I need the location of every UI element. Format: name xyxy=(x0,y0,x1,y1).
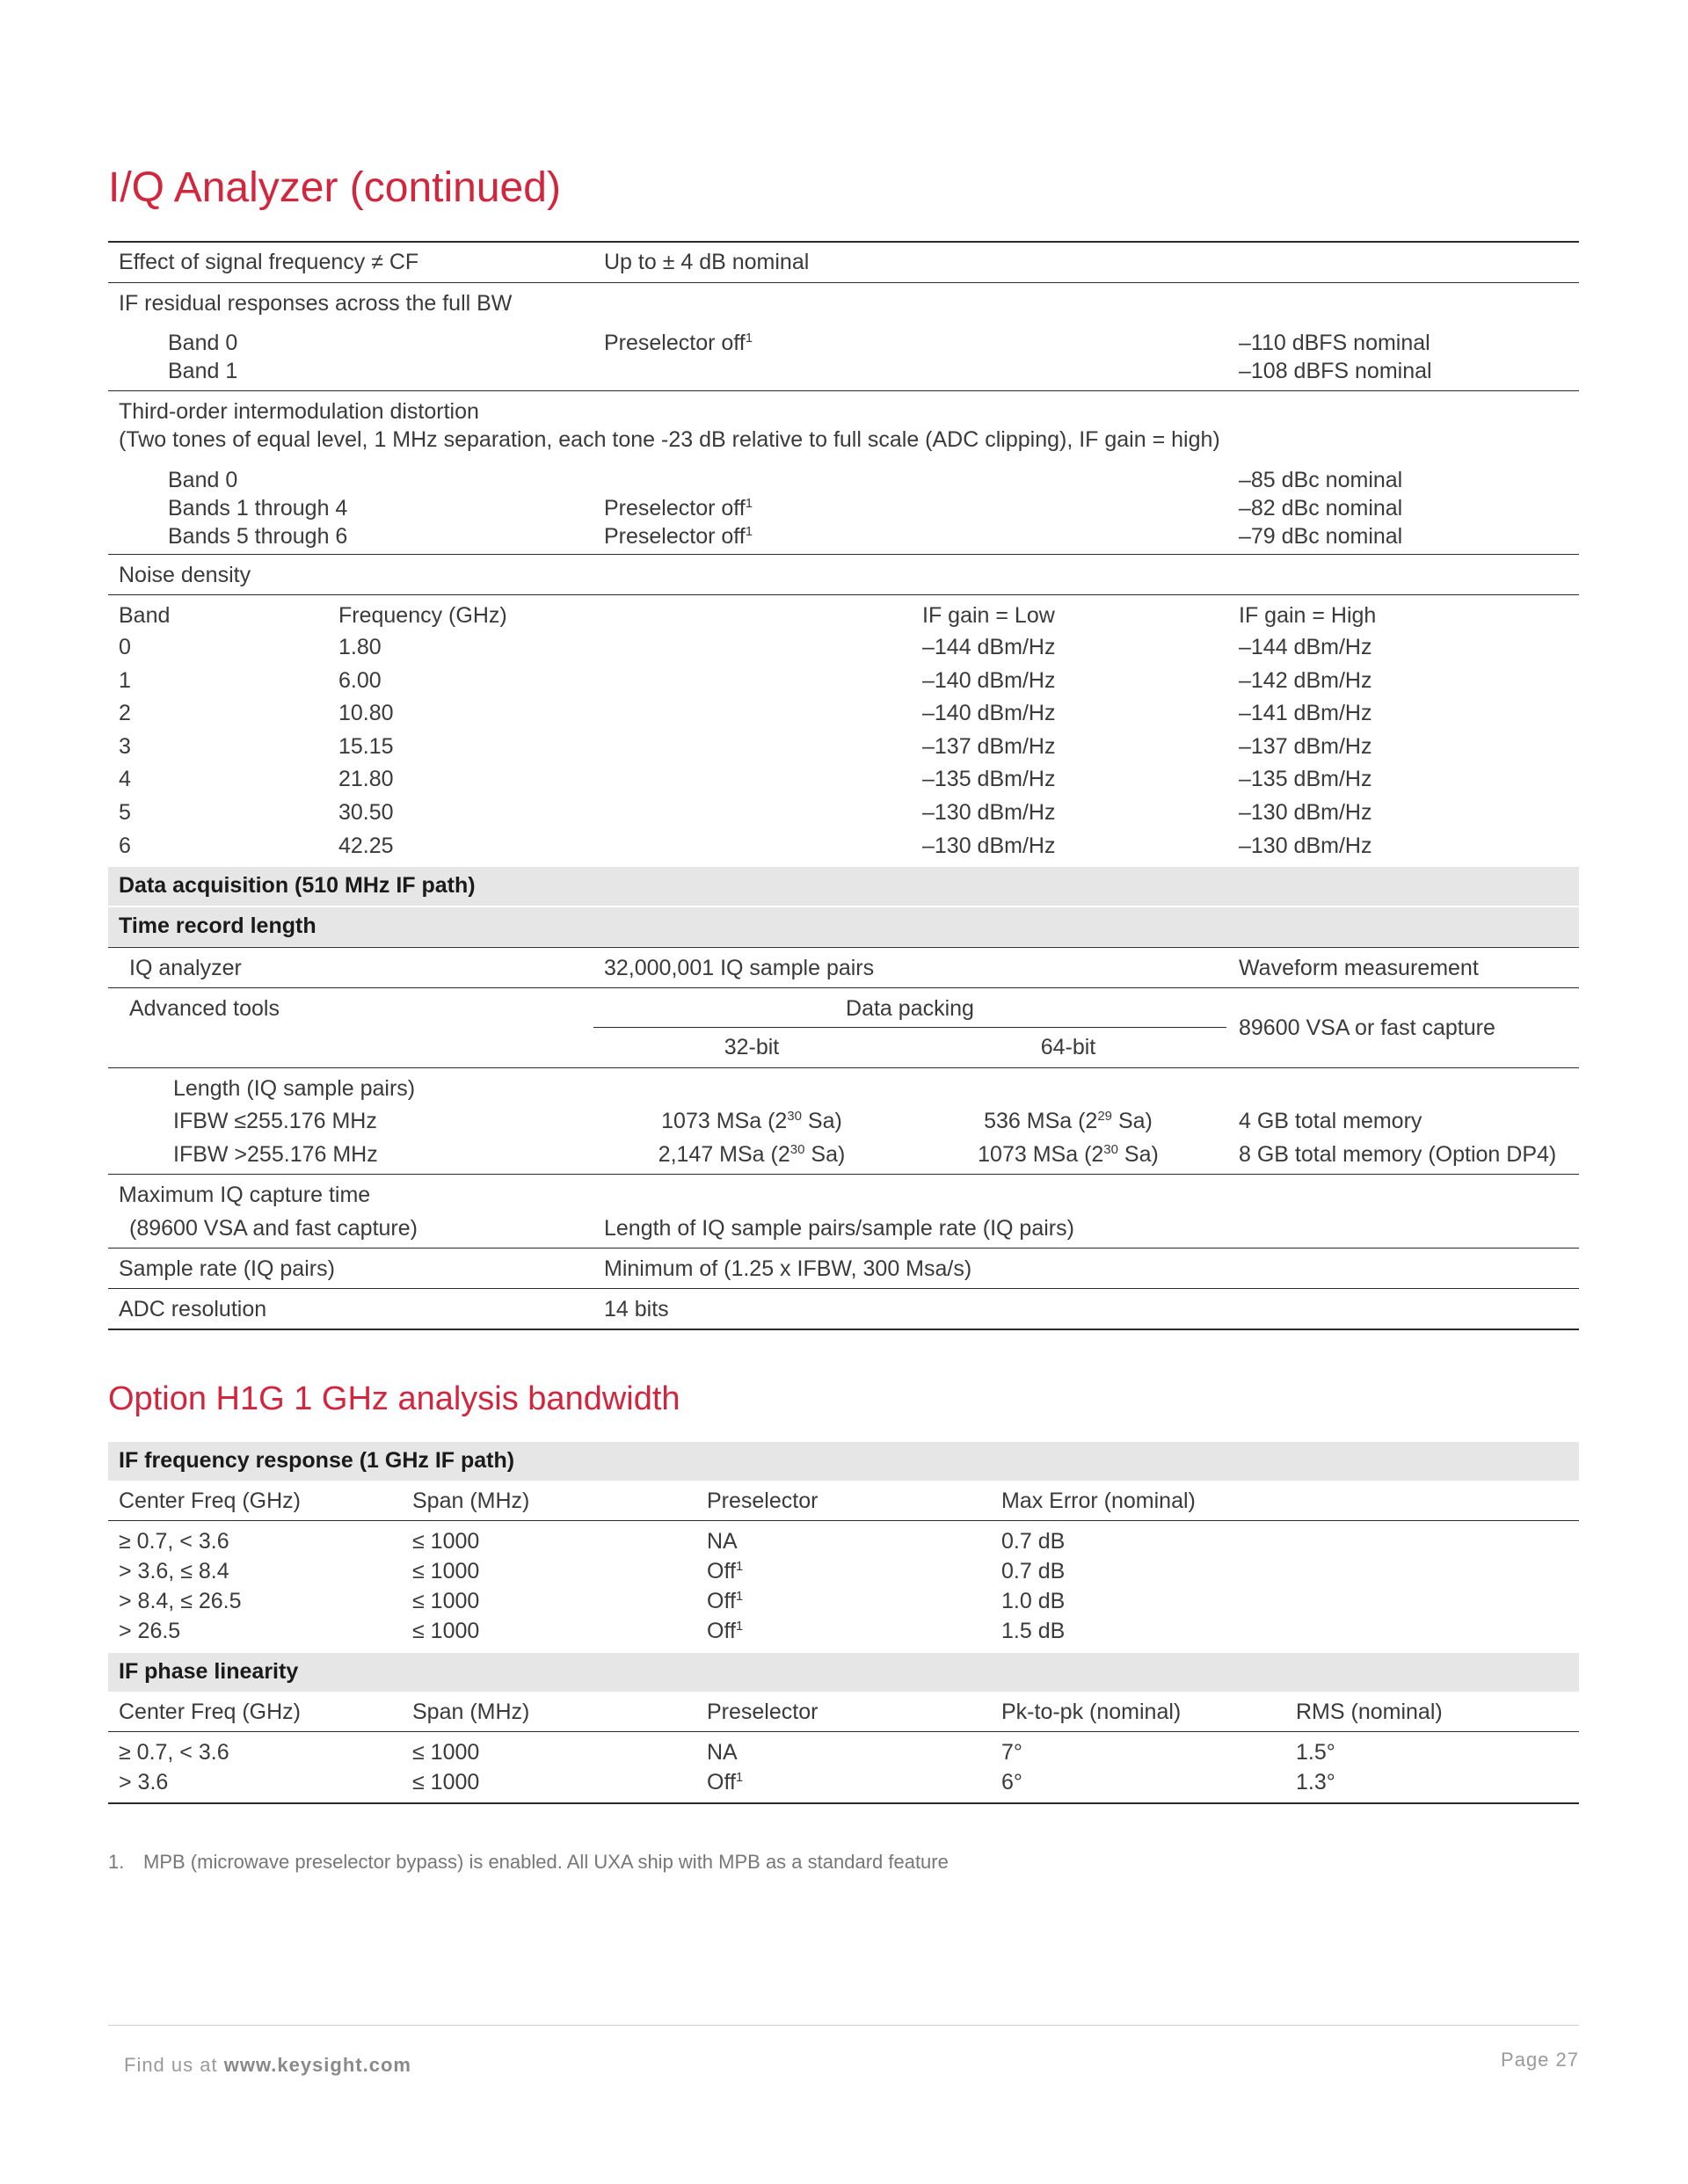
toi-condition: Preselector off$^1$ xyxy=(604,524,753,549)
table-bottom-rule xyxy=(108,1802,1579,1804)
toi-value: –85 dBc nominal xyxy=(1239,468,1403,492)
fr-header-err: Max Error (nominal) xyxy=(1001,1489,1196,1513)
max-capture-value: Length of IQ sample pairs/sample rate (IQ pairs) xyxy=(604,1216,1074,1241)
ph-rms: 1.3° xyxy=(1296,1770,1335,1795)
option-title: Option H1G 1 GHz analysis bandwidth xyxy=(108,1380,680,1417)
noise-band: 2 xyxy=(119,701,131,726)
length-memory: 4 GB total memory xyxy=(1239,1109,1422,1133)
max-capture-label: Maximum IQ capture time xyxy=(119,1183,371,1207)
fr-span: ≤ 1000 xyxy=(412,1619,480,1643)
row-rule xyxy=(108,594,1579,595)
toi-condition: Preselector off$^1$ xyxy=(604,496,753,521)
fr-max-error: 1.0 dB xyxy=(1001,1589,1066,1613)
bit32-header: 32-bit xyxy=(724,1035,780,1059)
ph-rms: 1.5° xyxy=(1296,1740,1335,1765)
if-residual-condition: Preselector off$^1$ xyxy=(604,331,753,355)
ph-span: ≤ 1000 xyxy=(412,1770,480,1795)
fr-span: ≤ 1000 xyxy=(412,1529,480,1554)
length-ifbw: IFBW >255.176 MHz xyxy=(173,1142,378,1167)
noise-band: 4 xyxy=(119,767,131,792)
fr-header-cf: Center Freq (GHz) xyxy=(119,1489,301,1513)
noise-if-high: –142 dBm/Hz xyxy=(1239,667,1372,693)
ph-header-presel: Preselector xyxy=(707,1700,819,1724)
length-label: Length (IQ sample pairs) xyxy=(173,1076,416,1101)
if-residual-band0: Band 0 xyxy=(168,331,238,355)
advanced-tools-label: Advanced tools xyxy=(129,996,280,1021)
ph-header-span: Span (MHz) xyxy=(412,1700,530,1724)
fr-span: ≤ 1000 xyxy=(412,1559,480,1583)
page-title: I/Q Analyzer (continued) xyxy=(108,164,561,211)
length-memory: 8 GB total memory (Option DP4) xyxy=(1239,1142,1557,1167)
ph-span: ≤ 1000 xyxy=(412,1740,480,1765)
noise-freq: 15.15 xyxy=(338,733,394,759)
if-residual-label: IF residual responses across the full BW xyxy=(119,291,513,316)
section-band xyxy=(108,907,1579,946)
trl-heading: Time record length xyxy=(119,914,316,938)
iq-analyzer-label: IQ analyzer xyxy=(129,956,242,980)
length-32bit: 1073 MSa ($2^{30}$ Sa) xyxy=(661,1109,842,1133)
noise-band: 1 xyxy=(119,667,131,693)
fr-preselector: Off$^1$ xyxy=(707,1589,744,1613)
noise-header-high: IF gain = High xyxy=(1239,603,1377,628)
length-64bit: 1073 MSa ($2^{30}$ Sa) xyxy=(978,1142,1159,1167)
fr-max-error: 1.5 dB xyxy=(1001,1619,1066,1643)
waveform-measurement: Waveform measurement xyxy=(1239,956,1479,980)
noise-freq: 21.80 xyxy=(338,767,394,792)
footnote-text: MPB (microwave preselector bypass) is enabled. All UXA ship with MPB as a standard feature xyxy=(143,1851,949,1873)
row-rule xyxy=(108,947,1579,948)
data-acq-heading: Data acquisition (510 MHz IF path) xyxy=(119,873,476,898)
data-packing-header: Data packing xyxy=(846,996,974,1021)
noise-if-low: –140 dBm/Hz xyxy=(922,667,1056,693)
length-64bit: 536 MSa ($2^{29}$ Sa) xyxy=(984,1109,1153,1133)
noise-if-high: –141 dBm/Hz xyxy=(1239,701,1372,726)
ph-pk-to-pk: 6° xyxy=(1001,1770,1022,1795)
toi-value: –82 dBc nominal xyxy=(1239,496,1403,521)
noise-if-low: –130 dBm/Hz xyxy=(922,833,1056,858)
noise-if-low: –144 dBm/Hz xyxy=(922,635,1056,659)
if-residual-band0-value: –110 dBFS nominal xyxy=(1239,331,1430,355)
fr-center-freq: > 8.4, ≤ 26.5 xyxy=(119,1589,242,1613)
noise-header-freq: Frequency (GHz) xyxy=(338,603,507,628)
signal-freq-value: Up to ± 4 dB nominal xyxy=(604,250,810,274)
toi-label: Third-order intermodulation distortion xyxy=(119,399,479,424)
noise-band: 6 xyxy=(119,833,131,858)
row-rule xyxy=(108,1067,1579,1068)
iq-analyzer-value: 32,000,001 IQ sample pairs xyxy=(604,956,875,980)
noise-freq: 30.50 xyxy=(338,800,394,825)
row-rule xyxy=(108,1248,1579,1249)
ph-center-freq: > 3.6 xyxy=(119,1770,169,1795)
row-rule xyxy=(108,1731,1579,1732)
noise-if-low: –135 dBm/Hz xyxy=(922,767,1056,792)
row-rule xyxy=(108,1288,1579,1289)
row-rule xyxy=(108,1520,1579,1521)
noise-freq: 6.00 xyxy=(338,667,382,693)
data-packing-rule xyxy=(593,1027,1226,1028)
noise-header-low: IF gain = Low xyxy=(922,603,1055,628)
noise-freq: 1.80 xyxy=(338,635,382,659)
noise-freq: 10.80 xyxy=(338,701,394,726)
fr-preselector: Off$^1$ xyxy=(707,1619,744,1643)
noise-band: 3 xyxy=(119,733,131,759)
vsa-header: 89600 VSA or fast capture xyxy=(1239,1016,1495,1040)
footer-find: Find us at www.keysight.com xyxy=(124,2054,411,2076)
adc-label: ADC resolution xyxy=(119,1297,267,1321)
noise-if-high: –130 dBm/Hz xyxy=(1239,800,1372,825)
noise-freq: 42.25 xyxy=(338,833,394,858)
noise-if-high: –137 dBm/Hz xyxy=(1239,733,1372,759)
sample-rate-label: Sample rate (IQ pairs) xyxy=(119,1256,335,1281)
ph-header-pk: Pk-to-pk (nominal) xyxy=(1001,1700,1182,1724)
toi-value: –79 dBc nominal xyxy=(1239,524,1403,549)
signal-freq-label: Effect of signal frequency ≠ CF xyxy=(119,250,419,274)
fr-preselector: NA xyxy=(707,1529,738,1554)
toi-band: Bands 1 through 4 xyxy=(168,496,348,521)
toi-note: (Two tones of equal level, 1 MHz separation, each tone -23 dB relative to full scale (ADC clipping), IF gain = high) xyxy=(119,427,1220,452)
ph-preselector: NA xyxy=(707,1740,738,1765)
ph-preselector: Off$^1$ xyxy=(707,1770,744,1795)
row-rule xyxy=(108,390,1579,391)
toi-band: Band 0 xyxy=(168,468,238,492)
freq-resp-heading: IF frequency response (1 GHz IF path) xyxy=(119,1448,515,1473)
if-residual-band1-value: –108 dBFS nominal xyxy=(1239,359,1432,383)
keysight-link[interactable]: www.keysight.com xyxy=(223,2054,411,2076)
fr-span: ≤ 1000 xyxy=(412,1589,480,1613)
row-rule xyxy=(108,282,1579,283)
noise-band: 5 xyxy=(119,800,131,825)
toi-band: Bands 5 through 6 xyxy=(168,524,348,549)
length-32bit: 2,147 MSa ($2^{30}$ Sa) xyxy=(658,1142,846,1167)
fr-header-presel: Preselector xyxy=(707,1489,819,1513)
ph-header-cf: Center Freq (GHz) xyxy=(119,1700,301,1724)
noise-header-band: Band xyxy=(119,603,171,628)
noise-label: Noise density xyxy=(119,563,251,587)
adc-value: 14 bits xyxy=(604,1297,669,1321)
if-residual-band1: Band 1 xyxy=(168,359,238,383)
bit64-header: 64-bit xyxy=(1040,1035,1096,1059)
footer-rule xyxy=(108,2025,1579,2026)
noise-if-low: –130 dBm/Hz xyxy=(922,800,1056,825)
fr-header-span: Span (MHz) xyxy=(412,1489,530,1513)
ph-center-freq: ≥ 0.7, < 3.6 xyxy=(119,1740,229,1765)
fr-max-error: 0.7 dB xyxy=(1001,1529,1066,1554)
row-rule xyxy=(108,554,1579,555)
noise-if-low: –140 dBm/Hz xyxy=(922,701,1056,726)
noise-if-high: –130 dBm/Hz xyxy=(1239,833,1372,858)
noise-if-low: –137 dBm/Hz xyxy=(922,733,1056,759)
noise-if-high: –144 dBm/Hz xyxy=(1239,635,1372,659)
page-number: Page 27 xyxy=(1501,2049,1579,2071)
noise-band: 0 xyxy=(119,635,131,659)
fr-center-freq: > 26.5 xyxy=(119,1619,181,1643)
phase-heading: IF phase linearity xyxy=(119,1659,299,1684)
fr-preselector: Off$^1$ xyxy=(707,1559,744,1583)
fr-center-freq: ≥ 0.7, < 3.6 xyxy=(119,1529,229,1554)
max-capture-sub: (89600 VSA and fast capture) xyxy=(129,1216,418,1241)
ph-header-rms: RMS (nominal) xyxy=(1296,1700,1443,1724)
table-top-rule xyxy=(108,241,1579,243)
row-rule xyxy=(108,987,1579,988)
fr-max-error: 0.7 dB xyxy=(1001,1559,1066,1583)
ph-pk-to-pk: 7° xyxy=(1001,1740,1022,1765)
fr-center-freq: > 3.6, ≤ 8.4 xyxy=(119,1559,229,1583)
table-bottom-rule xyxy=(108,1329,1579,1330)
section-band xyxy=(108,1653,1579,1692)
noise-if-high: –135 dBm/Hz xyxy=(1239,767,1372,792)
row-rule xyxy=(108,1174,1579,1175)
footnote-number: 1. xyxy=(108,1851,125,1873)
sample-rate-value: Minimum of (1.25 x IFBW, 300 Msa/s) xyxy=(604,1256,972,1281)
length-ifbw: IFBW ≤255.176 MHz xyxy=(173,1109,377,1133)
